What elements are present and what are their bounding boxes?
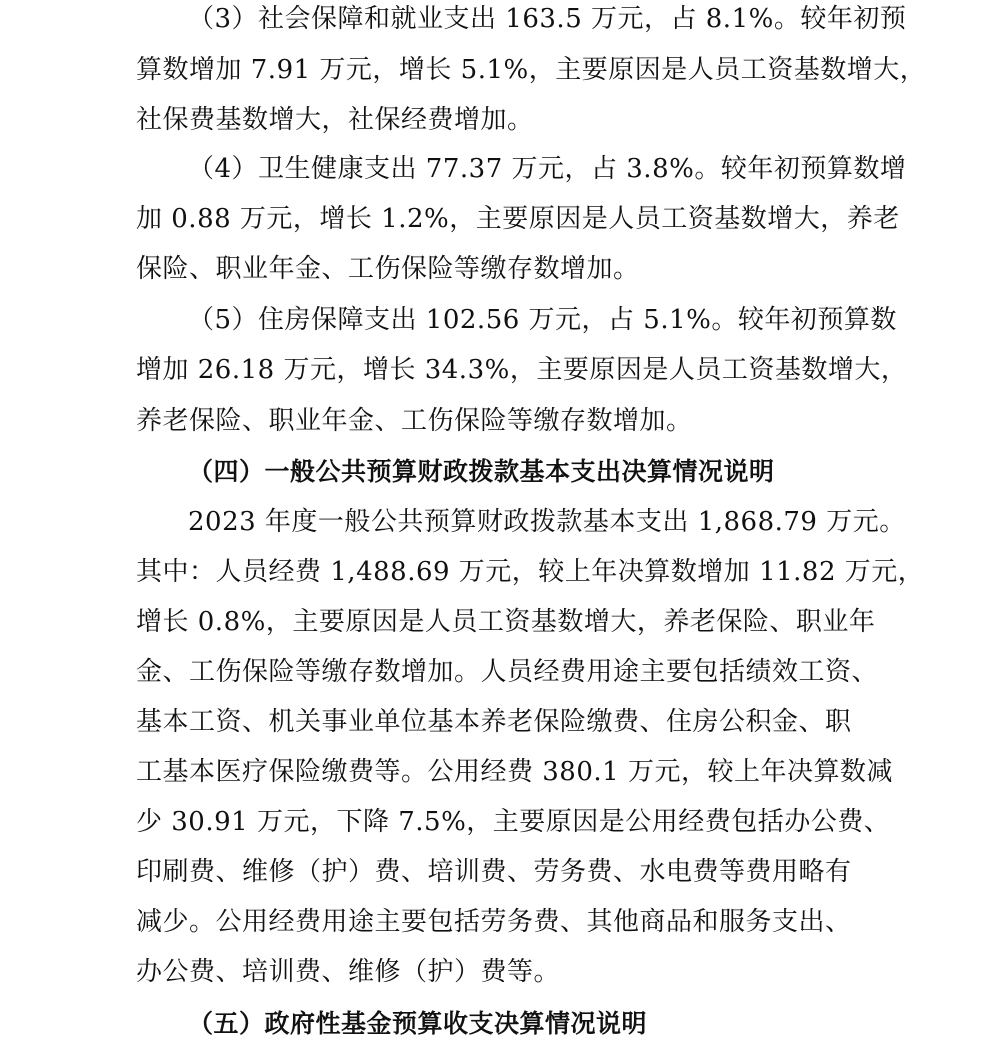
para-line-5: 基本工资、机关事业单位基本养老保险缴费、住房公积金、职 xyxy=(136,707,852,737)
item-5-line-1: （5）住房保障支出 102.56 万元，占 5.1%。较年初预算数 xyxy=(188,305,897,335)
item-5-line-3: 养老保险、职业年金、工伤保险等缴存数增加。 xyxy=(136,406,693,436)
para-line-3: 增长 0.8%，主要原因是人员工资基数增大，养老保险、职业年 xyxy=(136,607,876,637)
item-4-line-1: （4）卫生健康支出 77.37 万元，占 3.8%。较年初预算数增 xyxy=(188,154,907,184)
item-3-line-3: 社保费基数增大，社保经费增加。 xyxy=(136,105,534,135)
para-line-8: 印刷费、维修（护）费、培训费、劳务费、水电费等费用略有 xyxy=(136,857,852,887)
para-line-10: 办公费、培训费、维修（护）费等。 xyxy=(136,957,561,987)
item-5-line-2: 增加 26.18 万元，增长 34.3%，主要原因是人员工资基数增大， xyxy=(136,355,908,385)
item-4-line-3: 保险、职业年金、工伤保险等缴存数增加。 xyxy=(136,254,640,284)
para-line-7: 少 30.91 万元，下降 7.5%，主要原因是公用经费包括办公费、 xyxy=(136,807,891,837)
item-3-line-2: 算数增加 7.91 万元，增长 5.1%，主要原因是人员工资基数增大， xyxy=(136,55,927,85)
item-3-line-1: （3）社会保障和就业支出 163.5 万元，占 8.1%。较年初预 xyxy=(188,4,907,34)
para-line-9: 减少。公用经费用途主要包括劳务费、其他商品和服务支出、 xyxy=(136,907,852,937)
para-line-2: 其中：人员经费 1,488.69 万元，较上年决算数增加 11.82 万元， xyxy=(136,557,925,587)
section-4-heading: （四）一般公共预算财政拨款基本支出决算情况说明 xyxy=(188,457,775,486)
item-4-line-2: 加 0.88 万元，增长 1.2%，主要原因是人员工资基数增大，养老 xyxy=(136,204,900,234)
para-line-4: 金、工伤保险等缴存数增加。人员经费用途主要包括绩效工资、 xyxy=(136,657,879,687)
para-line-1: 2023 年度一般公共预算财政拨款基本支出 1,868.79 万元。 xyxy=(188,507,906,537)
para-line-6: 工基本医疗保险缴费等。公用经费 380.1 万元，较上年决算数减 xyxy=(136,757,893,787)
section-5-heading: （五）政府性基金预算收支决算情况说明 xyxy=(188,1009,648,1038)
